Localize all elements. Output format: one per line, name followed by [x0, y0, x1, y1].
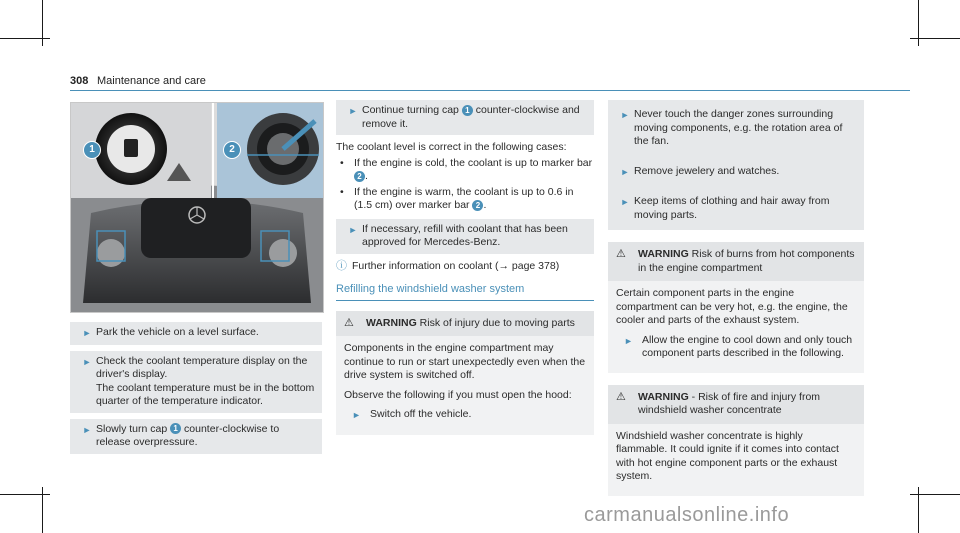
arrow-icon: ► — [620, 110, 630, 120]
step-text: Allow the engine to cool down and only touch component parts described in the following. — [642, 333, 853, 359]
step-text: counter-clockwise to release overpressure. — [96, 422, 280, 448]
callout-1: 1 — [83, 141, 101, 159]
warning-title: Risk of injury due to moving parts — [416, 316, 575, 329]
info-text[interactable]: Further information on coolant (→ page 378) — [352, 259, 560, 272]
step-text: Check the coolant temperature display on the driver's display. — [96, 354, 308, 380]
callout-2: 2 — [472, 200, 483, 211]
list-item: • If the engine is cold, the coolant is up to marker bar 2 . — [340, 156, 593, 182]
step — [344, 408, 586, 423]
callout-1: 1 — [462, 105, 473, 116]
warning-box — [608, 242, 864, 373]
warning-text: Components in the engine compartment may continue to run or start unexpectedly even when the drive system is switched off. — [344, 342, 586, 381]
warning-box — [336, 311, 594, 435]
section-title: Maintenance and care — [97, 75, 206, 87]
page-number: 308 — [70, 75, 89, 87]
crop-mark — [42, 487, 43, 533]
arrow-icon: ► — [624, 335, 633, 346]
step-text: Remove jewelery and watches. — [634, 164, 780, 177]
step-text: If necessary, refill with coolant that has been approved for Mercedes-Benz. — [362, 222, 568, 248]
watermark: carmanualsonline.info — [584, 504, 790, 526]
callout-1: 1 — [170, 423, 181, 434]
crop-mark — [918, 0, 919, 46]
step — [608, 104, 864, 153]
step-text: Keep items of clothing and hair away from moving parts. — [634, 195, 830, 221]
step — [70, 322, 322, 345]
arrow-icon: ► — [82, 356, 92, 367]
list-item: • If the engine is warm, the coolant is up to 0.6 in (1.5 cm) over marker bar 2 . — [340, 185, 574, 211]
callout-2: 2 — [223, 141, 241, 159]
warning-label: WARNING — [366, 316, 417, 329]
info-icon: ⓘ — [336, 259, 347, 272]
warning-text: Windshield washer concentrate is highly flammable. It could ignite if it comes into contact with hot engine component parts or the exhaust system. — [616, 429, 839, 482]
step-text: Slowly turn cap — [96, 422, 171, 435]
intro-text: The coolant level is correct in the following cases: — [336, 141, 567, 153]
arrow-icon: ► — [352, 410, 361, 420]
warning-icon: ⚠ — [344, 316, 354, 329]
info-note — [336, 260, 594, 274]
step — [608, 161, 864, 184]
warning-header — [608, 242, 864, 281]
section-heading: Refilling the windshield washer system — [336, 283, 594, 301]
arrow-icon: ► — [620, 166, 630, 177]
warning-icon: ⚠ — [616, 390, 626, 403]
warning-header — [336, 311, 594, 337]
bullet-text: If the engine is warm, the coolant is up to 0.6 in (1.5 cm) over marker bar — [354, 185, 574, 211]
crop-mark — [42, 0, 43, 46]
callout-2: 2 — [354, 171, 365, 182]
column-3 — [608, 100, 864, 496]
engine-compartment-figure — [70, 102, 324, 313]
step — [608, 191, 864, 230]
arrow-icon: ► — [620, 197, 630, 207]
bullet-text: If the engine is cold, the coolant is up to marker bar — [354, 156, 593, 169]
bullet-text: . — [483, 199, 487, 211]
warning-title: Risk of burns from hot components in the engine compartment — [638, 248, 855, 274]
warning-title: - Risk of fire and injury from windshield washer concentrate — [638, 390, 821, 416]
step — [616, 334, 856, 361]
step-text: counter-clockwise and remove it. — [362, 104, 580, 130]
column-2 — [336, 100, 594, 435]
step — [336, 100, 594, 135]
arrow-icon: ► — [348, 106, 358, 116]
step-text: Continue turning cap — [362, 104, 462, 116]
arrow-icon: ► — [348, 224, 358, 235]
header-rule — [70, 90, 910, 91]
warning-text: Observe the following if you must open the hood: — [344, 388, 572, 401]
arrow-icon: ► — [82, 328, 92, 338]
warning-icon: ⚠ — [616, 248, 626, 260]
column-1 — [70, 322, 322, 460]
warning-label: WARNING — [638, 390, 689, 403]
warning-header — [608, 385, 864, 424]
step-text: Park the vehicle on a level surface. — [96, 326, 259, 338]
step — [70, 419, 322, 454]
crop-mark — [918, 487, 919, 533]
step — [70, 351, 322, 413]
step-note: The coolant temperature must be in the bottom quarter of the temperature indicator. — [96, 381, 315, 407]
engine-illustration — [71, 103, 323, 312]
bullet-text: . — [365, 170, 368, 182]
step-text: Switch off the vehicle. — [370, 408, 472, 420]
warning-box — [608, 385, 864, 496]
step — [336, 219, 594, 254]
arrow-icon: ► — [82, 424, 92, 435]
step-text: Never touch the danger zones surrounding moving components, e.g. the rotation area of the fan. — [634, 108, 843, 147]
warning-text: Certain component parts in the engine compartment can be very hot, e.g. the engine, the cooler and parts of the exhaust system. — [616, 287, 848, 326]
warning-continuation — [608, 100, 864, 230]
warning-label: WARNING — [638, 248, 689, 260]
